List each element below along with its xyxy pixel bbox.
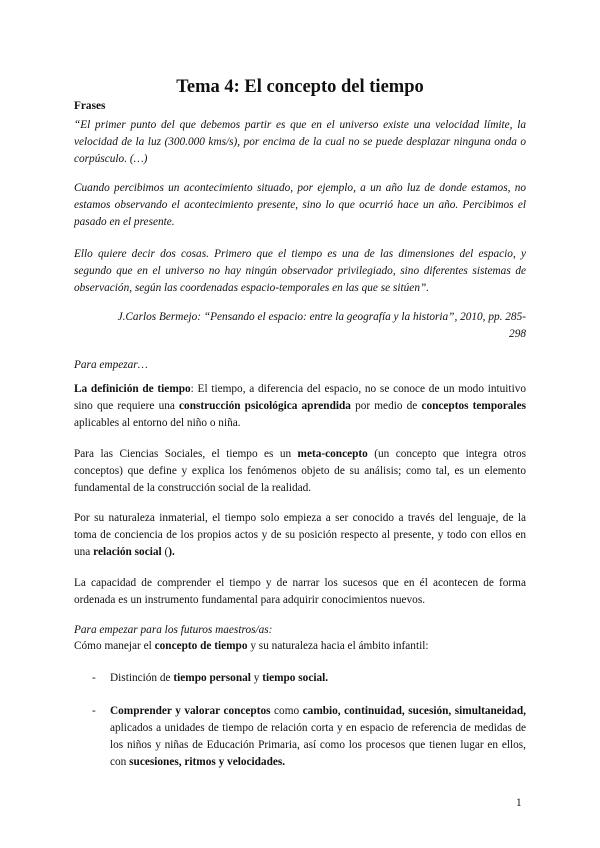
bullet-dash: - — [92, 672, 96, 684]
quote-citation: J.Carlos Bermejo: “Pensando el espacio: entre la geografía y la historia”, 2010, pp. 285-298 — [117, 311, 526, 340]
bullet1-text-2: y — [250, 672, 263, 684]
construccion-term: construcción psicológica aprendida — [179, 400, 351, 412]
relacion-social-term: relación social — [93, 546, 162, 558]
page-number: 1 — [516, 797, 522, 809]
conceptos-list-term: cambio, continuidad, sucesión, simultaneidad, — [302, 705, 526, 717]
definicion-text-2: por medio de — [350, 400, 422, 412]
quote-paragraph-1: “El primer punto del que debemos partir es que en el universo existe una velocidad límite, la velocidad de la luz (300.000 kms/s), por encima de la cual no se puede desplazar ninguna onda o corpúsculo. (…) — [74, 119, 526, 165]
definicion-text-3: aplicables al entorno del niño o niña. — [74, 417, 241, 429]
bullet-item-distincion — [110, 670, 526, 687]
meta-concepto-term: meta-concepto — [297, 448, 368, 460]
concepto-tiempo-term: concepto de tiempo — [154, 640, 248, 652]
frases-heading: Frases — [74, 100, 106, 112]
bullet1-text-1: Distinción de — [110, 672, 174, 684]
tiempo-social-term: tiempo social. — [262, 672, 329, 684]
conceptos-temporales-term: conceptos temporales — [421, 400, 526, 412]
futuros-maestros-heading: Para empezar para los futuros maestros/as: — [74, 624, 273, 636]
para-empezar-heading: Para empezar… — [74, 359, 148, 371]
ciencias-text-2: (un concepto que integra otros conceptos) que define y explica los fenómenos objeto de su análisis; como tal, es un elemento fundamental de la construcción social de la realidad. — [74, 448, 526, 494]
definicion-paragraph — [74, 381, 526, 432]
definicion-term: La definición de tiempo — [74, 383, 191, 395]
sucesiones-term: sucesiones, ritmos y velocidades. — [129, 756, 286, 768]
comprender-term: Comprender y valorar conceptos — [110, 705, 271, 717]
quote-paragraph-3: Ello quiere decir dos cosas. Primero que el tiempo es una de las dimensiones del espacio, y segundo que en el universo no hay ningún observador privilegiado, sino diferentes sistemas de observación, según las coordenadas espacio-temporales en las que se sitúen”. — [74, 248, 526, 294]
bullet-item-comprender — [110, 703, 526, 771]
ciencias-paragraph — [74, 446, 526, 497]
naturaleza-text-1: Por su naturaleza inmaterial, el tiempo solo empieza a ser conocido a través del lenguaje, de la toma de conciencia de los propios actos y de su posición respecto al presente, y todo con ellos en una — [74, 512, 526, 558]
como-manejar-paragraph — [74, 638, 526, 655]
naturaleza-bold-close: ). — [168, 546, 175, 558]
tiempo-personal-term: tiempo personal — [173, 672, 251, 684]
capacidad-paragraph: La capacidad de comprender el tiempo y de narrar los sucesos que en él acontecen de forma ordenada es un instrumento fundamental para adquirir conocimientos nuevos. — [74, 577, 526, 606]
como-text-1: Cómo manejar el — [74, 640, 155, 652]
bullet2-text-1: como — [270, 705, 303, 717]
quote-paragraph-2: Cuando percibimos un acontecimiento situado, por ejemplo, a un año luz de donde estamos, no estamos observando el acontecimiento presente, sino lo que ocurrió hace un año. Percibimos el pasado en el presente. — [74, 182, 526, 228]
como-text-2: y su naturaleza hacia el ámbito infantil: — [247, 640, 429, 652]
definicion-text-1: : El tiempo, a diferencia del espacio, no se conoce de un modo intuitivo sino que requiere una — [74, 383, 527, 412]
naturaleza-text-2: ( — [161, 546, 169, 558]
naturaleza-paragraph — [74, 510, 526, 561]
bullet-dash: - — [92, 705, 96, 717]
bullet2-text-2: aplicados a unidades de tiempo de relación corta y en espacio de referencia de medidas de los niños y niñas de Educación Primaria, así como los procesos que tienen lugar en ellos, con — [110, 722, 526, 768]
ciencias-text-1: Para las Ciencias Sociales, el tiempo es un — [74, 448, 298, 460]
page-title: Tema 4: El concepto del tiempo — [176, 77, 424, 97]
